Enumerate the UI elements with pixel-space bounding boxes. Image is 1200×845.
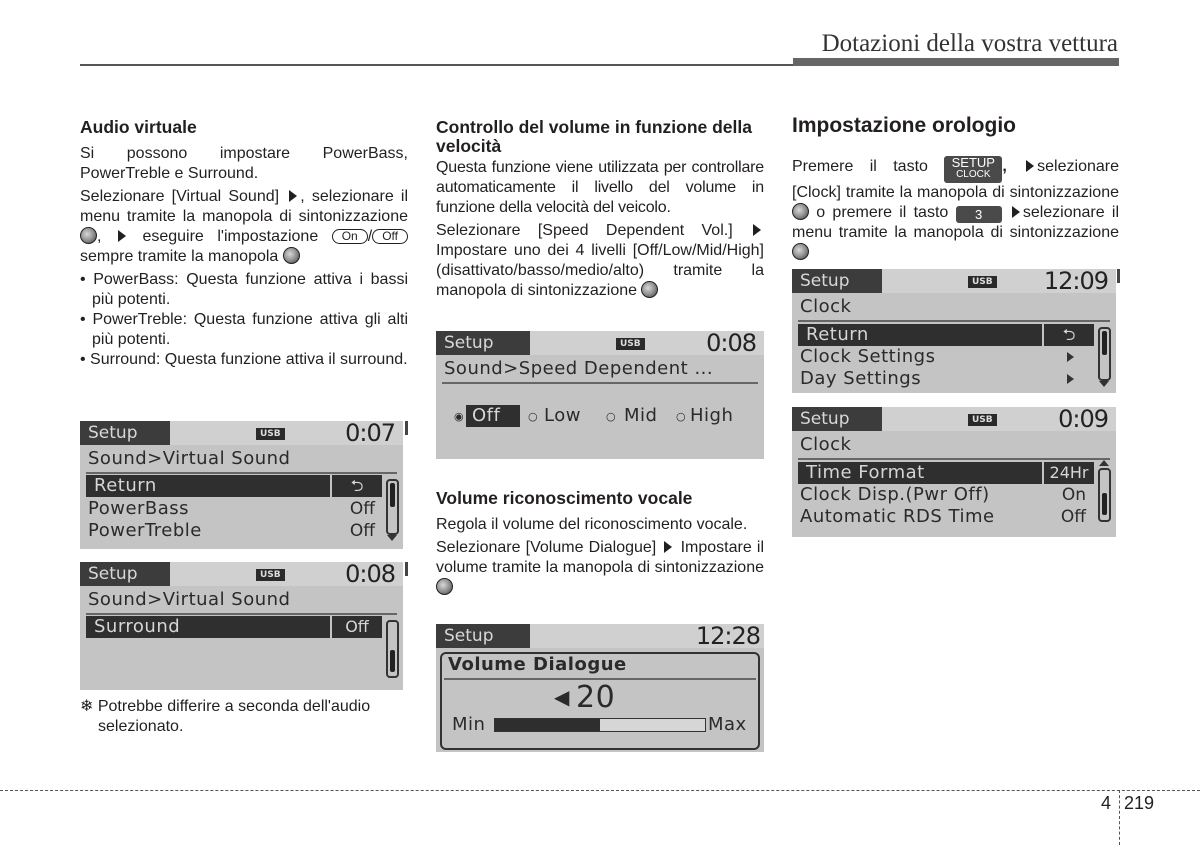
usb-badge: USB (968, 414, 997, 426)
column-voice-volume (436, 489, 764, 598)
menu-path: Clock (800, 434, 852, 455)
column-speed-volume (436, 118, 764, 301)
lcd-screen-virtual-sound (80, 421, 403, 549)
radio-selected-icon: ◉ (454, 410, 465, 423)
menu-row-value: Off (1060, 507, 1086, 527)
text: , selezionare il menu tramite la manopola di sintonizzazione (80, 188, 409, 225)
usb-badge: USB (616, 338, 645, 350)
list-item: • Surround: Questa funzione attiva il surround. (80, 350, 408, 370)
return-icon: ⮌ (332, 475, 382, 497)
lcd-screen-speed-dependent (436, 331, 764, 459)
scroll-up-icon (1099, 460, 1109, 466)
screen-tag: Setup (436, 624, 530, 648)
menu-row-value: Off (349, 521, 375, 541)
paragraph: Si possono impostare PowerBass, PowerTreble e Surround. (80, 145, 408, 182)
menu-row-selected: Surround (86, 616, 330, 638)
text: , (1002, 158, 1007, 175)
screen-tag: Setup (436, 331, 530, 355)
screen-tag: Setup (792, 407, 882, 431)
lcd-screen-clock-menu (792, 269, 1116, 393)
lcd-screen-clock-settings (792, 407, 1116, 537)
menu-row: PowerBass (88, 498, 190, 519)
paragraph-instructions (436, 538, 764, 598)
menu-row: Clock Disp.(Pwr Off) (800, 484, 990, 505)
return-icon: ⮌ (1044, 324, 1094, 346)
menu-path: Sound>Virtual Sound (88, 448, 291, 469)
menu-row: PowerTreble (88, 520, 202, 541)
clock-readout: 0:08 (706, 331, 756, 357)
arrow-right-icon (118, 230, 126, 242)
arrow-right-icon (289, 190, 297, 202)
menu-row-value: Off (349, 499, 375, 519)
screen-tag: Setup (80, 562, 170, 586)
text: Selezionare [Volume Dialogue] (436, 539, 657, 556)
text: Premere il tasto (792, 158, 928, 175)
menu-row-selected: Return (86, 475, 330, 497)
text: eseguire l'impostazione (142, 228, 319, 245)
text: Impostare uno dei 4 livelli [Off/Low/Mid/High] (disattivato/basso/medio/alto) tramite la manopola di sintonizzazione (436, 242, 764, 299)
arrow-right-icon (1026, 160, 1034, 172)
section-heading-voice-volume: Volume riconoscimento vocale (436, 488, 693, 508)
paragraph-instructions: Selezionare [Virtual Sound] , selezionare il menu tramite la manopola di sintonizzazione , eseguire l'impostazione On / Off sempre tramite la manopola (80, 188, 409, 265)
key-label: SETUP (951, 155, 995, 170)
text: , (97, 228, 102, 245)
option-low: Low (544, 405, 581, 426)
feature-list (80, 270, 408, 370)
menu-row: Clock Settings (800, 346, 936, 367)
text: Impostare il volume tramite la manopola di sintonizzazione (436, 539, 765, 576)
clock-readout: 0:07 (345, 421, 395, 447)
key-sublabel: CLOCK (956, 169, 991, 180)
menu-row: Day Settings (800, 368, 922, 389)
scroll-down-icon (1099, 381, 1109, 387)
on-key-icon: On (332, 229, 368, 244)
chapter-number: 4 (1101, 793, 1112, 813)
paragraph-instructions (436, 221, 764, 301)
dialog-title: Volume Dialogue (448, 654, 627, 675)
text: o premere il tasto (816, 204, 949, 221)
tuning-knob-icon (792, 243, 809, 260)
arrow-right-icon (1012, 206, 1020, 218)
running-header: Dotazioni della vostra vettura (821, 30, 1118, 57)
off-key-icon: Off (372, 229, 408, 244)
volume-value: 20 (576, 680, 616, 715)
list-item: • PowerBass: Questa funzione attiva i bassi più potenti. (80, 270, 408, 310)
section-heading-clock: Impostazione orologio (792, 114, 1016, 137)
menu-row-value-selected: 24Hr (1044, 462, 1094, 484)
min-label: Min (452, 714, 486, 735)
volume-bar-fill (495, 719, 600, 731)
menu-row-selected: Time Format (798, 462, 1042, 484)
option-high: High (690, 405, 734, 426)
submenu-arrow-icon (1067, 374, 1074, 384)
max-label: Max (708, 714, 747, 735)
setup-clock-key-icon (944, 156, 1002, 183)
screen-tag: Setup (80, 421, 170, 445)
section-heading-speed-volume: Controllo del volume in funzione della velocità (436, 117, 752, 156)
clock-readout: 12:09 (1043, 269, 1108, 295)
footnote: ❄ Potrebbe differire a seconda dell'audio selezionato. (80, 698, 371, 735)
column-clock (792, 116, 1119, 263)
option-mid: Mid (624, 405, 658, 426)
tuning-knob-icon (80, 227, 97, 244)
usb-badge: USB (256, 569, 285, 581)
volume-bar (494, 718, 706, 732)
tuning-knob-icon (436, 578, 453, 595)
speaker-icon: ◀ (554, 685, 570, 709)
submenu-arrow-icon (1067, 352, 1074, 362)
page-number: 219 (1124, 793, 1155, 813)
usb-badge: USB (968, 276, 997, 288)
menu-path: Sound>Virtual Sound (88, 589, 291, 610)
option-off: Off (466, 405, 520, 427)
clock-readout: 0:09 (1058, 407, 1108, 433)
radio-icon: ○ (528, 410, 539, 423)
usb-badge: USB (256, 428, 285, 440)
clock-readout: 12:28 (695, 624, 760, 650)
arrow-right-icon (664, 541, 672, 553)
screen-tag: Setup (792, 269, 882, 293)
text: selezionare [Clock] tramite la manopola di sintonizzazione (792, 158, 1119, 201)
text: sempre tramite la manopola (80, 248, 279, 265)
header-rule (80, 64, 795, 66)
column-audio-virtuale (80, 118, 408, 370)
menu-row-value: Off (332, 616, 382, 638)
tuning-knob-icon (792, 203, 809, 220)
text: selezionare il menu tramite la manopola di sintonizzazione (792, 204, 1120, 241)
scroll-down-icon (387, 535, 397, 541)
paragraph: Questa funzione viene utilizzata per controllare automaticamente il livello del volume in funzione della velocità del veicolo. (436, 159, 764, 216)
paragraph: Regola il volume del riconoscimento vocale. (436, 516, 748, 533)
lcd-screen-surround (80, 562, 403, 690)
preset-3-key-icon: 3 (956, 206, 1002, 223)
radio-icon: ○ (676, 410, 687, 423)
menu-row: Automatic RDS Time (800, 506, 995, 527)
lcd-screen-volume-dialogue (436, 624, 764, 752)
text: Selezionare [Speed Dependent Vol.] (436, 222, 733, 239)
tuning-knob-icon (641, 281, 658, 298)
tuning-knob-icon (283, 247, 300, 264)
section-heading-audio-virtuale: Audio virtuale (80, 117, 197, 137)
clock-readout: 0:08 (345, 562, 395, 588)
footer-rule (0, 790, 1200, 791)
text: Selezionare [Virtual Sound] (80, 188, 280, 205)
menu-row-value: On (1061, 485, 1086, 505)
list-item: • PowerTreble: Questa funzione attiva gli alti più potenti. (80, 310, 408, 350)
header-rule-accent (793, 58, 1119, 66)
paragraph-instructions (792, 156, 1119, 263)
radio-icon: ○ (606, 410, 617, 423)
menu-path: Sound>Speed Dependent ... (444, 358, 714, 379)
arrow-right-icon (753, 224, 761, 236)
menu-path: Clock (800, 296, 852, 317)
footer-divider (1119, 790, 1120, 845)
menu-row-selected: Return (798, 324, 1042, 346)
